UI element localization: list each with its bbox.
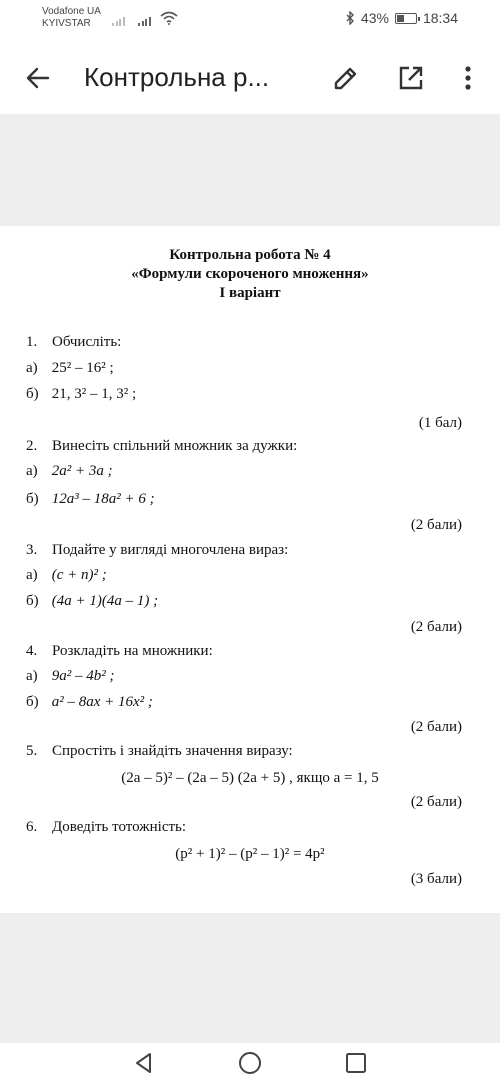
document-title: Контрольна робота № 4 — [169, 247, 331, 263]
task-text: Доведіть тотожність: — [52, 819, 187, 835]
document-background-top — [0, 114, 500, 226]
carrier-name-1: Vodafone UA — [42, 6, 101, 17]
pencil-icon[interactable] — [330, 62, 362, 94]
math-expression: (c + n)² ; — [51, 567, 107, 583]
math-expression: 12a³ – 18a² + 6 ; — [51, 491, 155, 507]
task-4-item-a — [26, 664, 115, 688]
task-number: 4. — [26, 643, 38, 659]
math-expression: 2a² + 3a ; — [51, 463, 113, 479]
math-expression: 25² – 16² ; — [51, 360, 114, 376]
task-3-item-b — [26, 589, 158, 613]
task-2-points: (2 бали) — [410, 517, 462, 533]
math-expression: 9a² – 4b² ; — [51, 668, 115, 684]
item-label: б) — [26, 593, 39, 609]
document-variant: І варіант — [219, 285, 281, 301]
circle-home-icon[interactable] — [238, 1051, 262, 1075]
task-number: 6. — [26, 819, 38, 835]
item-label: а) — [26, 567, 38, 583]
task-number: 5. — [26, 743, 38, 759]
task-text: Розкладіть на множники: — [52, 643, 213, 659]
task-number: 3. — [26, 542, 38, 558]
app-bar — [0, 40, 500, 114]
task-4-item-b — [26, 690, 153, 714]
task-6-expression: (p² + 1)² – (p² – 1)² = 4p² — [175, 846, 325, 862]
signal-strength-icon — [138, 14, 151, 26]
math-expression: a² – 8ax + 16x² ; — [51, 694, 153, 710]
task-5-points: (2 бали) — [410, 794, 462, 810]
task-3-item-a — [26, 563, 107, 587]
battery-icon — [395, 13, 417, 24]
task-text: Подайте у вигляді многочлена вираз: — [52, 542, 289, 558]
document-header — [0, 246, 500, 303]
math-expression: 21, 3² – 1, 3² ; — [51, 386, 137, 402]
item-label: а) — [26, 668, 38, 684]
item-label: б) — [26, 386, 39, 402]
task-6-points: (3 бали) — [410, 871, 462, 887]
carrier-info — [42, 6, 101, 30]
task-5-expression: (2a – 5)² – (2a – 5) (2a + 5) , якщо a = 1, 5 — [121, 770, 379, 786]
wifi-icon — [160, 11, 178, 25]
task-text: Винесіть спільний множник за дужки: — [52, 438, 298, 454]
task-2-item-a — [26, 459, 113, 483]
signal-strength-icon — [112, 14, 125, 26]
math-expression: (4a + 1)(4a – 1) ; — [51, 593, 159, 609]
status-bar — [0, 0, 500, 40]
task-number: 1. — [26, 334, 38, 350]
task-1-item-b — [26, 382, 136, 406]
task-2-item-b — [26, 487, 155, 511]
item-label: б) — [26, 491, 39, 507]
open-in-new-icon[interactable] — [395, 62, 427, 94]
battery-percent: 43% — [360, 10, 389, 26]
page-title: Контрольна р... — [84, 62, 270, 92]
document-background-bottom — [0, 913, 500, 1043]
task-1-item-a — [26, 356, 114, 380]
bluetooth-icon — [345, 11, 355, 25]
arrow-left-icon[interactable] — [22, 62, 54, 94]
triangle-back-icon[interactable] — [132, 1051, 156, 1075]
item-label: а) — [26, 463, 38, 479]
item-label: б) — [26, 694, 39, 710]
document-page[interactable] — [0, 226, 500, 913]
task-1-points: (1 бал) — [418, 415, 462, 431]
clock: 18:34 — [422, 10, 458, 26]
task-3-points: (2 бали) — [410, 619, 462, 635]
system-nav-bar — [0, 1043, 500, 1083]
item-label: а) — [26, 360, 38, 376]
square-recent-icon[interactable] — [344, 1051, 368, 1075]
status-right — [345, 10, 458, 26]
carrier-name-2: KYIVSTAR — [42, 18, 91, 29]
task-text: Обчисліть: — [52, 334, 122, 350]
more-vertical-icon[interactable] — [456, 62, 480, 94]
task-number: 2. — [26, 438, 38, 454]
document-subtitle: «Формули скороченого множення» — [131, 266, 369, 282]
task-text: Спростіть і знайдіть значення виразу: — [52, 743, 293, 759]
battery-fill — [397, 15, 404, 22]
task-4-points: (2 бали) — [410, 719, 462, 735]
